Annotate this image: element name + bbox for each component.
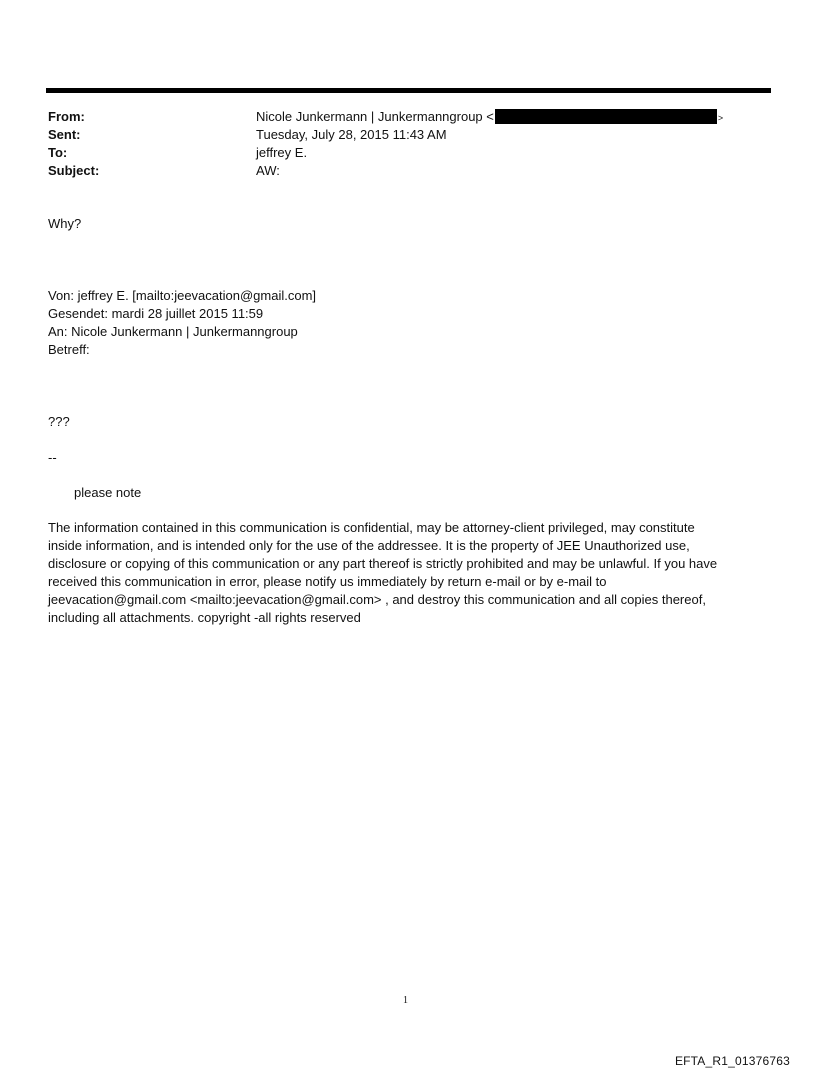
bates-number: EFTA_R1_01376763 bbox=[674, 1054, 790, 1068]
disclaimer-line: disclosure or copying of this communication or any part thereof is strictly prohibited and may be unlawful. If you have bbox=[48, 556, 718, 571]
from-sender: Nicole Junkermann | Junkermanngroup < bbox=[256, 109, 494, 124]
from-close-bracket: > bbox=[717, 113, 724, 123]
email-header bbox=[48, 108, 768, 180]
quoted-sent-line: Gesendet: mardi 28 juillet 2015 11:59 bbox=[48, 306, 264, 321]
sent-value: Tuesday, July 28, 2015 11:43 AM bbox=[256, 127, 447, 142]
quoted-body: ??? bbox=[48, 414, 70, 429]
disclaimer-line: jeevacation@gmail.com <mailto:jeevacation@gmail.com> , and destroy this communication and all copies thereof, bbox=[48, 592, 706, 607]
quoted-subject-line: Betreff: bbox=[48, 342, 90, 357]
confidentiality-disclaimer bbox=[48, 519, 760, 627]
disclaimer-line: The information contained in this communication is confidential, may be attorney-client privileged, may constitute bbox=[48, 520, 695, 535]
disclaimer-line: received this communication in error, please notify us immediately by return e-mail or by e-mail to bbox=[48, 574, 607, 589]
header-divider bbox=[46, 88, 771, 93]
disclaimer-line: inside information, and is intended only for the use of the addressee. It is the property of JEE Unauthorized use, bbox=[48, 538, 690, 553]
sent-label: Sent: bbox=[48, 127, 81, 142]
subject-row bbox=[48, 162, 768, 180]
to-label: To: bbox=[48, 145, 68, 160]
signature-separator: -- bbox=[48, 450, 57, 465]
subject-label: Subject: bbox=[48, 163, 100, 178]
redaction-block bbox=[495, 109, 717, 124]
to-value: jeffrey E. bbox=[256, 145, 308, 160]
quoted-to-line: An: Nicole Junkermann | Junkermanngroup bbox=[48, 324, 298, 339]
from-value bbox=[256, 108, 768, 126]
sent-row bbox=[48, 126, 768, 144]
subject-value: AW: bbox=[256, 163, 280, 178]
page-number: 1 bbox=[403, 995, 408, 1006]
from-label: From: bbox=[48, 109, 85, 124]
to-row bbox=[48, 144, 768, 162]
quoted-from-line: Von: jeffrey E. [mailto:jeevacation@gmail.com] bbox=[48, 288, 317, 303]
from-row bbox=[48, 108, 768, 126]
please-note: please note bbox=[74, 485, 142, 500]
reply-text: Why? bbox=[48, 216, 82, 231]
quoted-header bbox=[48, 287, 758, 359]
disclaimer-line: including all attachments. copyright -all rights reserved bbox=[48, 610, 361, 625]
